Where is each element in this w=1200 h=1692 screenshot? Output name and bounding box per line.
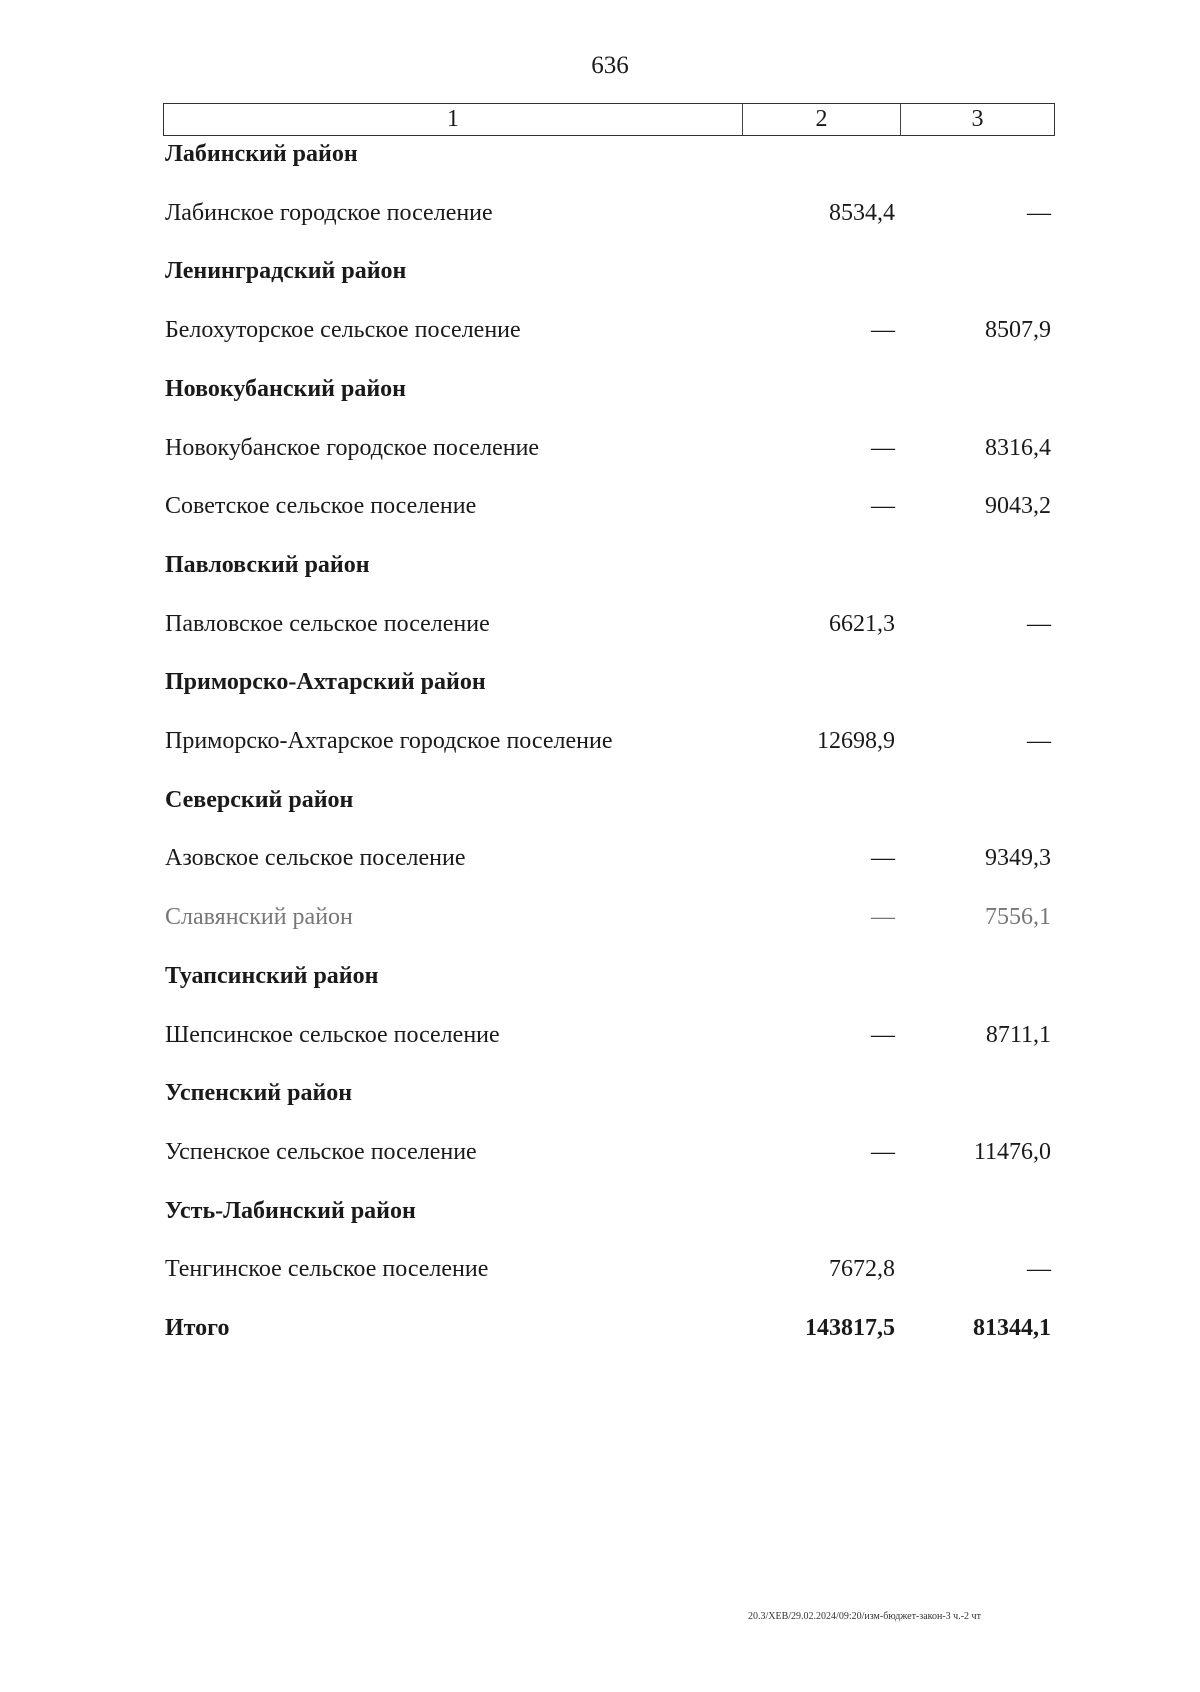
col-2-value: —: [871, 493, 895, 520]
col-2-value: 143817,5: [805, 1315, 895, 1341]
col-2-value: —: [871, 1138, 895, 1165]
col-2-value: —: [871, 434, 895, 461]
col-2-value: 6621,3: [829, 610, 895, 637]
col-2-value: —: [871, 904, 895, 931]
col-2-value: —: [871, 845, 895, 872]
district-heading: [165, 1077, 1053, 1109]
table-row: [165, 608, 1053, 640]
row-name: Лабинское городское поселение: [165, 199, 493, 226]
col-3-value: —: [1027, 728, 1051, 754]
row-name: Ленинградский район: [165, 258, 407, 285]
row-name: Усть-Лабинский район: [165, 1197, 416, 1224]
header-col-1: 1: [164, 104, 743, 135]
district-heading: [165, 255, 1053, 287]
row-name: Новокубанский район: [165, 375, 407, 402]
table-row: [165, 1136, 1053, 1168]
header-col-3: 3: [971, 106, 984, 132]
total-row: [165, 1312, 1053, 1344]
table-row: [165, 314, 1053, 346]
row-name: Славянский район: [165, 904, 353, 931]
document-footer: 20.3/ХЕВ/29.02.2024/09:20/изм-бюджет-закон-3 ч.-2 чт: [748, 1611, 981, 1622]
col-3-value: 8711,1: [985, 1021, 1051, 1048]
row-name: Успенское сельское поселение: [165, 1138, 477, 1165]
table-header: [163, 103, 1055, 136]
col-3-value: —: [1027, 199, 1051, 226]
row-name: Белохуторское сельское поселение: [165, 317, 521, 344]
table-row: [165, 901, 1053, 933]
row-name: Приморско-Ахтарский район: [165, 669, 486, 696]
table-row: [165, 432, 1053, 464]
table-row: [165, 725, 1053, 757]
table-row: [165, 1253, 1053, 1285]
page-number: 636: [591, 52, 629, 79]
table-row: [165, 197, 1053, 229]
row-name: Северский район: [165, 786, 354, 813]
col-3-value: 8316,4: [985, 434, 1051, 461]
row-name: Новокубанское городское поселение: [165, 434, 540, 461]
row-name: Лабинский район: [165, 141, 358, 167]
header-col-2: 2: [743, 104, 901, 135]
district-heading: [165, 373, 1053, 405]
table-row: [165, 842, 1053, 874]
row-name: Шепсинское сельское поселение: [165, 1021, 500, 1048]
district-heading: [165, 784, 1053, 816]
col-3-value: 8507,9: [985, 317, 1051, 344]
row-name: Советское сельское поселение: [165, 493, 477, 520]
col-3-value: —: [1027, 1256, 1051, 1283]
row-name: Успенский район: [165, 1080, 353, 1107]
col-2-value: —: [871, 1021, 895, 1048]
district-heading: [165, 666, 1053, 698]
col-3-value: 11476,0: [973, 1138, 1051, 1165]
row-name: Павловский район: [165, 551, 370, 578]
col-3-value: 9349,3: [985, 845, 1051, 872]
row-name: Тенгинское сельское поселение: [165, 1256, 489, 1283]
col-3-value: —: [1027, 610, 1051, 637]
table-row: [165, 1019, 1053, 1051]
col-2-value: 12698,9: [817, 728, 895, 754]
district-heading: [165, 960, 1053, 992]
district-heading: [165, 549, 1053, 581]
col-2-value: —: [871, 317, 895, 344]
district-heading: [165, 138, 1053, 170]
row-name: Азовское сельское поселение: [165, 845, 466, 872]
col-2-value: 8534,4: [829, 199, 895, 226]
col-3-value: 7556,1: [985, 904, 1051, 931]
row-name: Павловское сельское поселение: [165, 610, 490, 637]
col-2-value: 7672,8: [829, 1256, 895, 1283]
table-row: [165, 490, 1053, 522]
col-3-value: 81344,1: [973, 1315, 1051, 1341]
col-3-value: 9043,2: [985, 493, 1051, 520]
row-name: Туапсинский район: [165, 962, 379, 989]
row-name: Итого: [165, 1315, 230, 1341]
row-name: Приморско-Ахтарское городское поселение: [165, 728, 613, 754]
district-heading: [165, 1195, 1053, 1227]
